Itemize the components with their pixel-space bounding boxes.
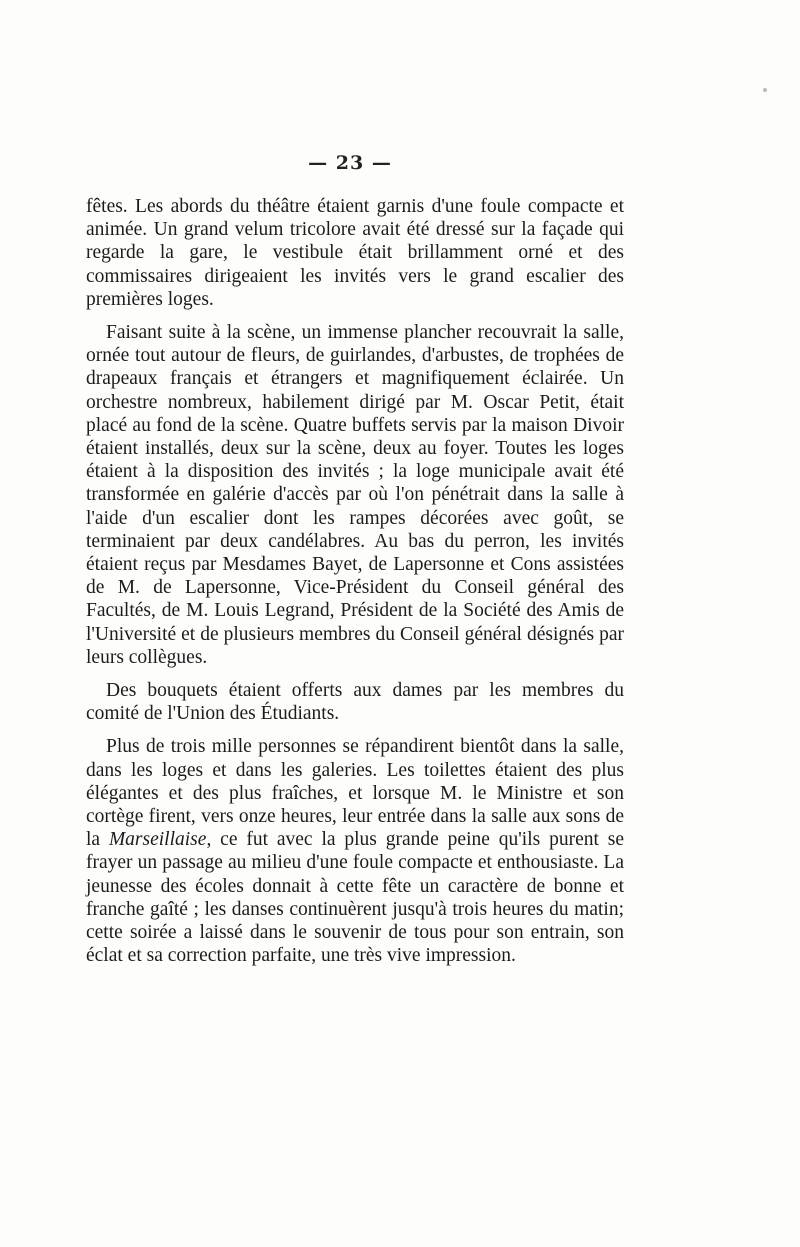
page-number: — 23 — — [308, 152, 392, 174]
paragraph-4-before: Plus de trois mille personnes se répandirent bientôt dans la salle, dans les loges et dans les galeries. Les toilettes étaient des plus élégantes et des plus fraîches, et lorsque M. le Ministre et son cortège firent, vers onze heures, leur entrée dans la salle aux sons de la — [86, 736, 624, 851]
paragraph-4 — [86, 735, 624, 967]
paragraph-3: Des bouquets étaient offerts aux dames par les membres du comité de l'Union des Étudiants. — [86, 680, 624, 725]
paragraph-2: Faisant suite à la scène, un immense plancher recouvrait la salle, ornée tout autour de fleurs, de guirlandes, d'arbustes, de trophées de drapeaux français et étrangers et magnifiquement éclairée. Un orchestre nombreux, habilement dirigé par M. Oscar Petit, était placé au fond de la scène. Quatre buffets servis par la maison Divoir étaient installés, deux sur la scène, deux au foyer. Toutes les loges étaient à la disposition des invités ; la loge municipale avait été transformée en galérie d'accès par où l'on pénétrait dans la salle à l'aide d'un escalier dont les rampes décorées avec goût, se terminaient par deux candélabres. Au bas du perron, les invités étaient reçus par Mesdames Bayet, de Lapersonne et Cons assistées de M. de Lapersonne, Vice-Président du Conseil général des Facultés, de M. Louis Legrand, Président de la Société des Amis de l'Université et de plusieurs membres du Conseil général désignés par leurs collègues. — [86, 322, 624, 668]
paragraph-4-after: , ce fut avec la plus grande peine qu'ils purent se frayer un passage au milieu d'une foule compacte et enthousiaste. La jeunesse des écoles donnait à cette fête un caractère de bonne et franche gaîté ; les danses continuèrent jusqu'à trois heures du matin; cette soirée a laissé dans le souvenir de tous pour son entrain, son éclat et sa correction parfaite, une très vive impression. — [86, 829, 624, 967]
paper-speck — [763, 88, 767, 92]
marseillaise-emphasis: Marseillaise — [108, 829, 207, 851]
paragraph-1: fêtes. Les abords du théâtre étaient garnis d'une foule compacte et animée. Un grand velum tricolore avait été dressé sur la façade qui regarde la gare, le vestibule était brillamment orné et des commissaires dirigeaient les invités vers le grand escalier des premières loges. — [86, 196, 624, 310]
body-text — [86, 195, 624, 978]
